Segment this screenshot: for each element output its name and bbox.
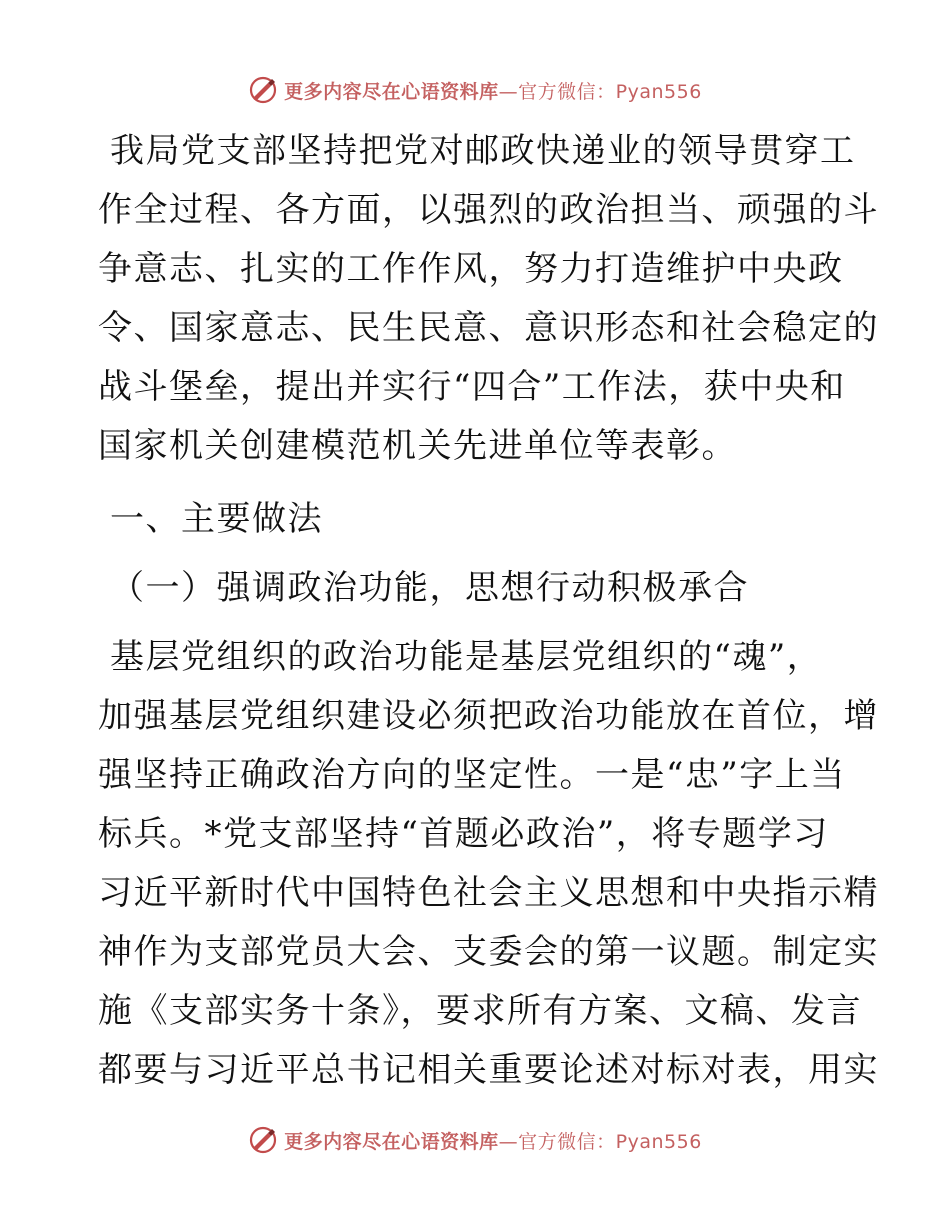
intro-paragraph <box>98 122 879 476</box>
section-heading: 一、主要做法 <box>110 499 323 539</box>
watermark-separator: — <box>498 1130 519 1153</box>
watermark-text <box>284 1127 702 1154</box>
body-paragraph <box>98 628 879 1100</box>
watermark-main: 更多内容尽在心语资料库 <box>284 1130 499 1153</box>
watermark-main: 更多内容尽在心语资料库 <box>284 80 499 103</box>
paragraph-line: 强坚持正确政治方向的坚定性。一是“忠”字上当 <box>98 755 846 795</box>
paragraph-line: 基层党组织的政治功能是基层党组织的“魂”， <box>110 637 823 677</box>
paragraph-line: 战斗堡垒，提出并实行“四合”工作法，获中央和 <box>98 367 846 407</box>
paragraph-line: 争意志、扎实的工作作风，努力打造维护中央政 <box>98 249 844 289</box>
document-body <box>98 122 879 1100</box>
watermark-text <box>284 77 702 104</box>
subsection-heading: （一）强调政治功能，思想行动积极承合 <box>110 568 749 608</box>
watermark-wechat: 官方微信：Pyan556 <box>518 80 702 103</box>
paragraph-line: 都要与习近平总书记相关重要论述对标对表，用实 <box>98 1050 879 1090</box>
paragraph-line: 习近平新时代中国特色社会主义思想和中央指示精 <box>98 873 879 913</box>
watermark-wechat: 官方微信：Pyan556 <box>518 1130 702 1153</box>
pen-logo-icon <box>248 75 278 105</box>
watermark-header <box>0 70 950 110</box>
paragraph-line: 令、国家意志、民生民意、意识形态和社会稳定的 <box>98 308 879 348</box>
paragraph-line: 我局党支部坚持把党对邮政快递业的领导贯穿工 <box>110 131 856 171</box>
paragraph-line: 加强基层党组织建设必须把政治功能放在首位，增 <box>98 696 879 736</box>
paragraph-line: 施《支部实务十条》，要求所有方案、文稿、发言 <box>98 991 862 1031</box>
paragraph-line: 作全过程、各方面，以强烈的政治担当、顽强的斗 <box>98 190 879 230</box>
watermark-footer <box>0 1120 950 1160</box>
paragraph-line: 神作为支部党员大会、支委会的第一议题。制定实 <box>98 932 879 972</box>
watermark-separator: — <box>498 80 519 103</box>
paragraph-line: 国家机关创建模范机关先进单位等表彰。 <box>98 426 737 466</box>
pen-logo-icon <box>248 1125 278 1155</box>
paragraph-line: 标兵。*党支部坚持“首题必政治”，将专题学习 <box>98 814 829 854</box>
